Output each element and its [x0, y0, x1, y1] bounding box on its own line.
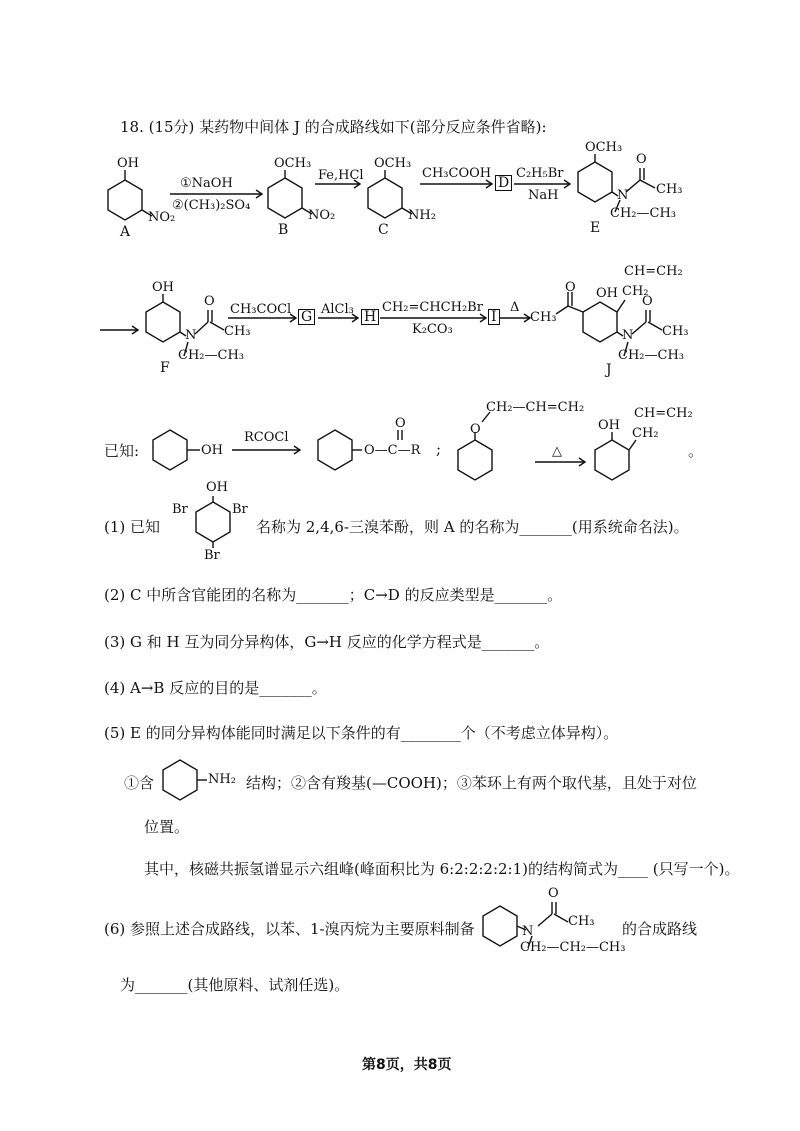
- q1-br-left: Br: [172, 502, 188, 517]
- ring-known-4: [595, 440, 629, 480]
- J-ch3: CH₃: [662, 324, 689, 339]
- q6-line2: 为_______(其他原料、试剂任选)。: [120, 976, 350, 994]
- compound-label-E: E: [590, 220, 601, 236]
- known-product-allyl: CH=CH₂: [634, 406, 693, 421]
- J-acyl-o: O: [565, 280, 576, 295]
- C-och3: OCH₃: [374, 156, 412, 171]
- ring-tribromophenol: [196, 502, 230, 542]
- F-oh: OH: [152, 280, 174, 295]
- known-end: 。: [688, 442, 704, 460]
- ring-aniline: [163, 760, 197, 800]
- arrow3-top: CH₃COOH: [422, 166, 492, 181]
- compound-box-H: H: [361, 309, 379, 325]
- q5-cond-suffix: 结构；②含有羧基(—COOH)；③苯环上有两个取代基，且处于对位: [246, 774, 697, 792]
- q5-nh2: NH₂: [208, 772, 236, 787]
- known-ester-o: O: [395, 416, 406, 431]
- arrow5-top: CH₃COCl: [230, 302, 292, 317]
- A-oh: OH: [117, 156, 139, 171]
- E-o: O: [636, 152, 647, 167]
- J-n: N: [622, 328, 634, 343]
- arrow8-top: Δ: [510, 300, 520, 315]
- known-o: O: [470, 422, 481, 437]
- F-ch3: CH₃: [224, 324, 251, 339]
- page-footer: 第8页，共8页: [362, 1057, 452, 1073]
- q5-cond-line2: 位置。: [144, 818, 190, 836]
- q5-cond-prefix: ①含: [124, 774, 155, 792]
- q1-text: 名称为 2,4,6-三溴苯酚，则 A 的名称为_______(用系统命名法)。: [256, 518, 689, 536]
- compound-label-C: C: [378, 222, 389, 238]
- F-n: N: [185, 328, 197, 343]
- ring-J: [583, 302, 617, 342]
- arrow4-bottom: NaH: [528, 188, 559, 203]
- ring-C: [368, 178, 402, 218]
- compound-box-I: I: [488, 309, 500, 325]
- q4-text: (4) A→B 反应的目的是_______。: [104, 679, 327, 697]
- ring-B: [268, 178, 302, 218]
- J-o: O: [642, 294, 653, 309]
- B-och3: OCH₃: [274, 156, 312, 171]
- ring-known-3: [458, 440, 492, 480]
- E-n: N: [617, 188, 629, 203]
- known-product-ch2: CH₂: [632, 426, 659, 441]
- known-oh: OH: [201, 443, 223, 458]
- q6-ch3: CH₃: [568, 914, 595, 929]
- E-ethyl: CH₂—CH₃: [610, 206, 676, 221]
- known-prefix: 已知:: [104, 442, 140, 460]
- known-allyl-ether: CH₂—CH=CH₂: [486, 400, 585, 415]
- compound-label-B: B: [278, 222, 289, 238]
- q1-br-right: Br: [232, 502, 248, 517]
- compound-label-F: F: [160, 360, 170, 376]
- q2-text: (2) C 中所含官能团的名称为_______；C→D 的反应类型是_______。: [104, 586, 563, 604]
- q6-n: N: [522, 924, 534, 939]
- B-no2: NO₂: [308, 208, 336, 223]
- compound-label-J: J: [606, 362, 612, 378]
- question-title: 18. (15分) 某药物中间体 J 的合成路线如下(部分反应条件省略):: [120, 118, 547, 136]
- ring-E: [578, 162, 612, 202]
- J-ch2: CH₂: [622, 284, 649, 299]
- ring-q6: [483, 906, 517, 946]
- q1-oh: OH: [206, 480, 228, 495]
- arrow6-top: AlCl₃: [321, 302, 354, 317]
- known-reagent: RCOCl: [244, 430, 289, 445]
- q3-text: (3) G 和 H 互为同分异构体，G→H 反应的化学方程式是_______。: [104, 633, 550, 651]
- arrow1-bottom: ②(CH₃)₂SO₄: [172, 198, 251, 213]
- A-no2: NO₂: [148, 210, 176, 225]
- q1-br-bottom: Br: [204, 548, 220, 563]
- arrow7-bottom: K₂CO₃: [412, 322, 453, 337]
- ring-known-1: [153, 430, 187, 470]
- q6-suffix: 的合成路线: [622, 920, 698, 938]
- compound-box-G: G: [298, 309, 315, 325]
- compound-label-A: A: [120, 224, 131, 240]
- J-ch3-acyl: CH₃: [530, 310, 557, 325]
- J-allyl: CH=CH₂: [624, 264, 683, 279]
- q5-text: (5) E 的同分异构体能同时满足以下条件的有________个（不考虑立体异构）。: [104, 724, 619, 742]
- arrow1-top: ①NaOH: [180, 176, 233, 191]
- arrow4-top: C₂H₅Br: [516, 166, 564, 181]
- compound-box-D: D: [495, 175, 512, 191]
- known-ester: O—C—R: [364, 443, 421, 458]
- arrow7-top: CH₂=CHCH₂Br: [382, 300, 483, 315]
- q6-o: O: [548, 886, 559, 901]
- E-och3: OCH₃: [585, 140, 623, 155]
- C-nh2: NH₂: [408, 208, 436, 223]
- J-oh: OH: [596, 286, 618, 301]
- arrow2-top: Fe,HCl: [318, 168, 364, 183]
- known-heat: △: [552, 444, 562, 459]
- known-product-oh: OH: [598, 418, 620, 433]
- ring-known-2: [318, 430, 352, 470]
- ring-F: [146, 302, 180, 342]
- q5-nmr: 其中，核磁共振氢谱显示六组峰(峰面积比为 6:2:2:2:2:1)的结构简式为____ (只写一个)。: [144, 860, 740, 878]
- J-ethyl: CH₂—CH₃: [618, 348, 684, 363]
- ring-A: [108, 180, 142, 220]
- q6-prefix: (6) 参照上述合成路线，以苯、1-溴丙烷为主要原料制备: [104, 920, 475, 938]
- F-ethyl: CH₂—CH₃: [178, 348, 244, 363]
- q6-propyl: CH₂—CH₂—CH₃: [520, 940, 626, 955]
- F-o: O: [204, 294, 215, 309]
- q1-prefix: (1) 已知: [104, 518, 161, 536]
- E-ch3: CH₃: [656, 182, 683, 197]
- known-sep: ;: [436, 440, 442, 458]
